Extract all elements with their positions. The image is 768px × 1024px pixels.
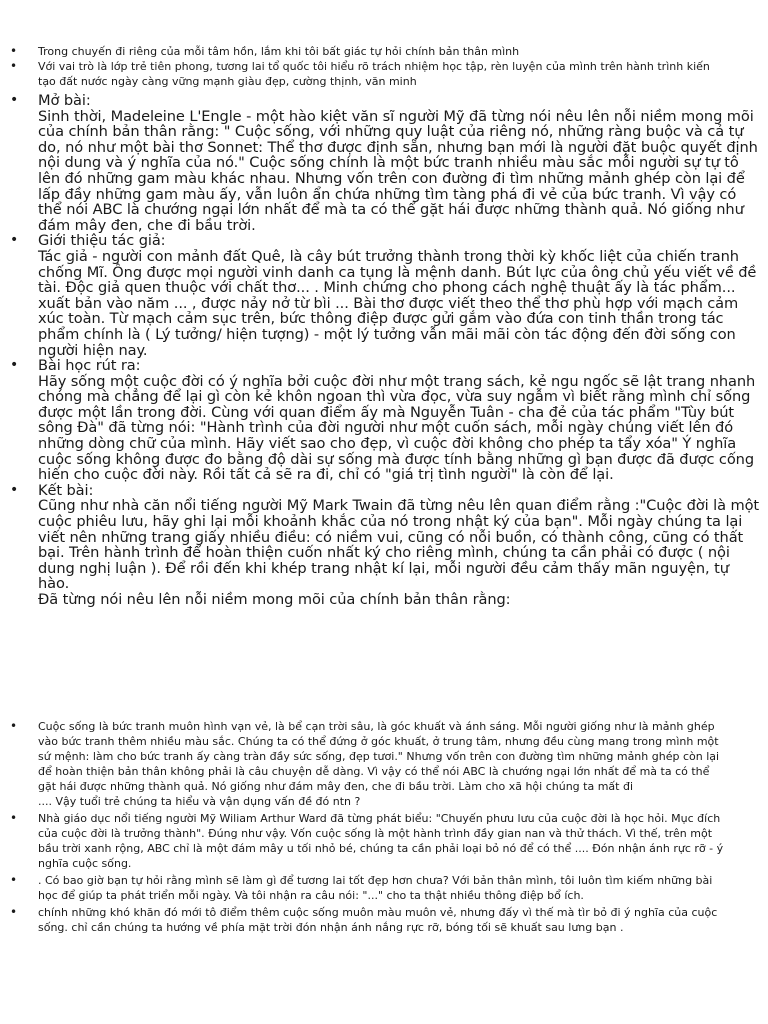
bullet-icon: • bbox=[10, 811, 18, 825]
bullet-icon: • bbox=[10, 44, 18, 58]
section-heading: Giới thiệu tác giả: bbox=[38, 232, 166, 250]
section-ket-bai bbox=[8, 483, 760, 608]
section-body: Hãy sống một cuộc đời có ý nghĩa bởi cuộc đời như một trang sách, kẻ ngu ngốc sẽ lật trang nhanh chóng mà chẳng để lại gì còn kẻ khôn ngoan thì vừa đọc, vừa suy ngẫm vì biết rằng mình chỉ sống được một lần trong đời. Cùng với quan điểm ấy mà Nguyễn Tuân - cha đẻ của tác phẩm "Tùy bút sông Đà" đã từng nói: "Hành trình của đời người như một cuốn sách, mỗi ngày chúng viết lên đó những dòng chữ của mình. Hãy viết sao cho đẹp, vì cuộc đời không cho phép ta tẩy xóa" Ý nghĩa cuộc sống không được đo bằng độ dài sự sống mà được tính bằng những gì bạn được đã được cống hiến cho cuộc đời này. Rồi tất cả sẽ ra đi, chỉ có "giá trị tình người" là còn để lại. bbox=[38, 372, 756, 484]
bullet-icon: • bbox=[10, 873, 18, 887]
note-text: Nhà giáo dục nổi tiếng người Mỹ Wiliam Arthur Ward đã từng phát biểu: "Chuyến phưu lưu của cuộc đời là học hỏi. Mục đích của cuộc đời là trưởng thành". Đúng như vậy. Vốn cuộc sống là một hành trình đầy gian nan và thử thách. Vì thế, trên một bầu trời xanh rộng, ABC chỉ là một đám mây u tối nhỏ bé, chúng ta cần phải loại bỏ nó để có thể .... Đón nhận ánh rực rỡ - ý nghĩa cuộc sống. bbox=[38, 812, 724, 870]
section-body: Cũng như nhà căn nổi tiếng người Mỹ Mark Twain đã từng nêu lên quan điểm rằng :"Cuộc đời là một cuộc phiêu lưu, hãy ghi lại mỗi khoảnh khắc của nó trong nhật ký của bạn". Mỗi ngày chúng ta lại viết nên những trang giấy nhiều điều: có niềm vui, cũng có nỗi buồn, có thành công, cũng có thất bại. Trên hành trình để hoàn thiện cuốn nhất ký cho riêng mình, chúng ta cần phải có được ( nội dung nghị luận ). Để rồi đến khi khép trang nhật kí lại, mỗi người đều cảm thấy mãn nguyện, tự hào. bbox=[38, 497, 760, 593]
list-item bbox=[8, 59, 728, 89]
section-gioi-thieu-tac-gia bbox=[8, 233, 760, 358]
section-body: Tác giả - người con mảnh đất Quê, là cây bút trưởng thành trong thời kỳ khốc liệt của chiến tranh chống Mĩ. Ông được mọi người vinh danh ca tụng là mệnh danh. Bút lực của ông chủ yếu viết về đề tài. Độc giả quen thuộc với chất thơ... . Minh chứng cho phong cách nghệ thuật ấy là tác phẩm... xuất bản vào năm ... , được nảy nở từ bìi ... Bài thơ được viết theo thể thơ phù hợp với mạch cảm xúc toàn. Từ mạch cảm sục trên, bức thông điệp được gửi gắm vào đứa con tinh thần trong tác phẩm chính là ( Lý tưởng/ hiện tượng) - một lý tưởng vẫn mãi mãi còn tác động đến đời sống con người hiện nay. bbox=[38, 247, 757, 359]
list-item bbox=[8, 44, 728, 59]
intro-item-text: Với vai trò là lớp trẻ tiên phong, tương lai tổ quốc tôi hiểu rõ trách nhiệm học tập, rèn luyện của mình trên hành trình kiến tạo đất nước ngày càng vững mạnh giàu đẹp, cường thịnh, văn minh bbox=[38, 60, 710, 88]
list-item bbox=[8, 719, 728, 809]
note-text: chính những khó khăn đó mới tô điểm thêm cuộc sống muôn màu muôn vẻ, nhưng đấy vì thế mà tìr bỏ đi ý nghĩa của cuộc sống. chỉ cần chúng ta hướng về phía mặt trời đón nhận ánh nắng rực rỡ, bóng tối sẽ khuất sau lưng bạn . bbox=[38, 906, 718, 934]
bullet-icon: • bbox=[10, 719, 18, 733]
intro-bullet-list bbox=[8, 44, 728, 89]
section-heading: Mở bài: bbox=[38, 92, 91, 109]
note-continuation: .... Vậy tuổi trẻ chúng ta hiểu và vận dụng vấn đề đó ntn ? bbox=[38, 795, 361, 808]
list-item bbox=[8, 905, 728, 935]
bullet-icon: • bbox=[10, 59, 18, 73]
notes-bullet-list bbox=[8, 719, 728, 937]
bullet-icon: • bbox=[10, 481, 19, 498]
bullet-icon: • bbox=[10, 357, 19, 374]
section-mo-bai bbox=[8, 93, 760, 233]
section-body: Sinh thời, Madeleine L'Engle - một hào kiệt văn sĩ người Mỹ đã từng nói nêu lên nỗi niềm mong mõi của chính bản thân rằng: " Cuộc sống, với những quy luật của riêng nó, những ràng buộc và cả tự do, nó như một bài thơ Sonnet: Thể thơ được định sẵn, nhưng bạn mới là người đặt buộc quyết định nội dung và ý nghĩa của nó." Cuộc sống chính là một bức tranh nhiều màu sắc mỗi người sự tự tô lên đó những gam màu khác nhau. Nhưng vốn trên con đường đi tìm những mảnh ghép còn lại để lấp đầy những gam màu ấy, vẫn luôn ẩn chứa những tìm tàng phá đi vẻ của bức tranh. Vì vậy có thể nói ABC là chướng ngại lớn nhất để mà ta có thể gặt hái được những thành quả. Nó giống như đám mây đen, che đi bầu trời. bbox=[38, 107, 758, 234]
intro-item-text: Trong chuyến đi riêng của mỗi tâm hồn, lắm khi tôi bất giác tự hỏi chính bản thân mình bbox=[38, 45, 520, 58]
section-heading: Kết bài: bbox=[38, 481, 94, 499]
section-extra-line: Đã từng nói nêu lên nỗi niềm mong mõi của chính bản thân rằng: bbox=[38, 591, 511, 608]
note-text: Cuộc sống là bức tranh muôn hình vạn vẻ, là bể cạn trời sâu, là góc khuất và ánh sáng. Mỗi người giống như là mảnh ghép vào bức tranh thêm nhiều màu sắc. Chúng ta có thể đứng ở góc khuất, ở trung tâm, nhưng đều cùng mang trong mình một sứ mệnh: làm cho bức tranh ấy càng tràn đầy sức sống, đẹp tươi." Nhưng vốn trên con đường tìm những mảnh ghép còn lại để hoàn thiện bản thân không phải là câu chuyện dễ dàng. Vì vậy có thể nói ABC là chướng ngại lớn nhất để mà ta có thể gặt hái được những thành quả. Nó giống như đám mây đen, che đi bầu trời. Làm cho xã hội chúng ta mất đi bbox=[38, 720, 720, 793]
list-item bbox=[8, 873, 728, 903]
section-heading: Bài học rút ra: bbox=[38, 357, 141, 375]
essay-outline-list bbox=[8, 93, 760, 608]
note-text: . Có bao giờ bạn tự hỏi rằng mình sẽ làm gì để tương lai tốt đẹp hơn chưa? Với bản thân mình, tôi luôn tìm kiếm những bài học để giúp ta phát triển mỗi ngày. Và tôi nhận ra câu nói: "..." cho ta thật nhiều thông điệp bổ ích. bbox=[38, 874, 713, 902]
bullet-icon: • bbox=[10, 92, 19, 108]
section-bai-hoc-rut-ra bbox=[8, 358, 760, 483]
bullet-icon: • bbox=[10, 905, 18, 919]
list-item bbox=[8, 811, 728, 871]
bullet-icon: • bbox=[10, 232, 19, 249]
